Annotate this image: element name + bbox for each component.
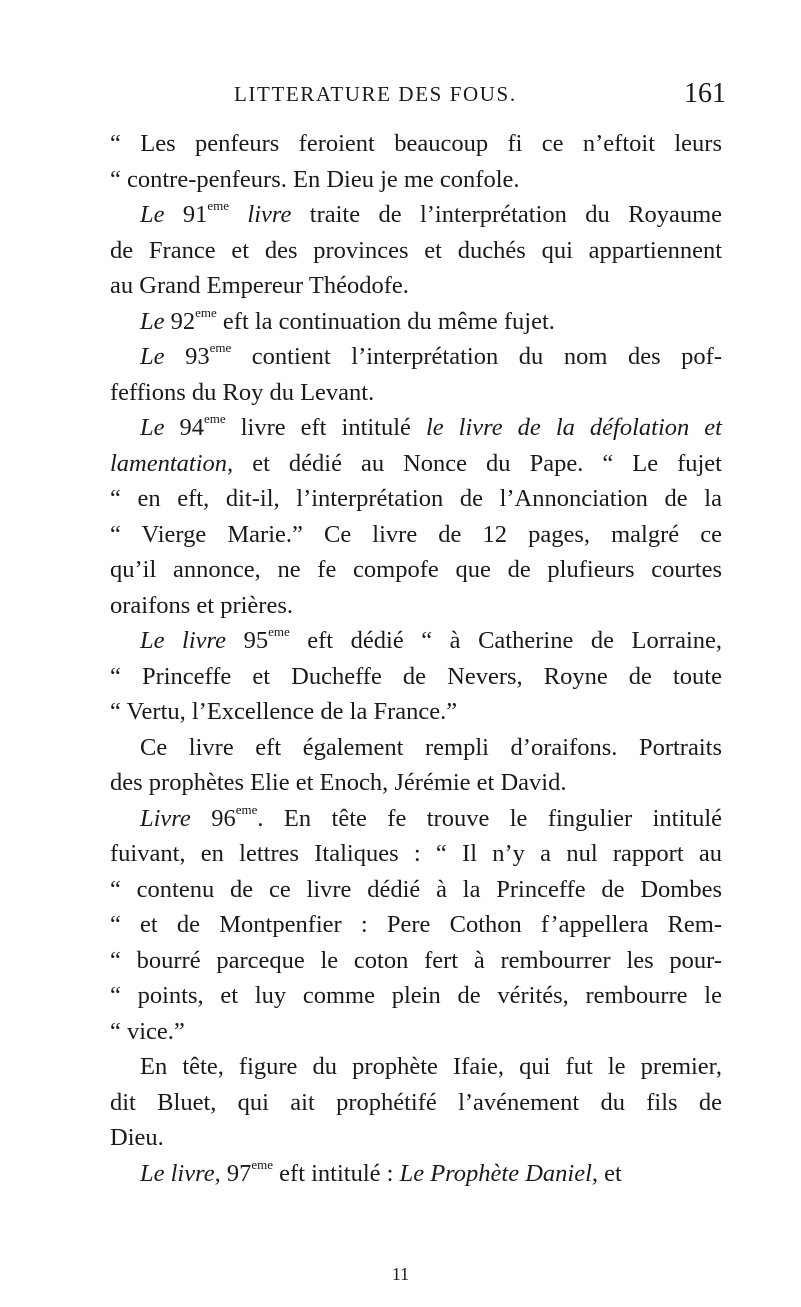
- text-line: [110, 872, 722, 908]
- text-line: [110, 552, 722, 588]
- plain-text: au Grand Empereur Théodofe.: [110, 272, 409, 299]
- book-number: 94: [179, 414, 205, 441]
- text-line: [110, 1156, 722, 1192]
- text-line: [110, 694, 722, 730]
- quote-mark: “: [110, 946, 121, 974]
- plain-text: fuivant, en lettres Italiques : “ Il n’y a nul rapport au: [110, 840, 722, 867]
- plain-text: eft la continuation du même fujet.: [216, 307, 555, 335]
- plain-text: Vierge Marie.” Ce livre de 12 pages, malgré ce: [120, 520, 722, 548]
- plain-text: contenu de ce livre dédié à la Princeffe de Dombes: [120, 875, 722, 903]
- plain-text: contient l’interprétation du nom des pof-: [231, 343, 722, 370]
- text-line: [110, 1120, 722, 1156]
- signature-mark: 11: [391, 1264, 410, 1284]
- plain-text: contre-penfeurs. En Dieu je me confole.: [120, 165, 520, 193]
- text-line: [110, 268, 722, 304]
- ordinal-suffix: eme: [251, 1156, 274, 1172]
- body-text: [110, 126, 722, 1191]
- ordinal-suffix: eme: [204, 411, 226, 426]
- quote-mark: “: [110, 485, 121, 512]
- plain-text: eft dédié “ à Catherine de Lorraine,: [289, 627, 722, 654]
- plain-text: En tête, figure du prophète Ifaie, qui fut le premier,: [140, 1053, 722, 1080]
- text-line: [110, 1085, 722, 1121]
- text-line: [110, 907, 722, 943]
- text-line: [110, 1049, 722, 1085]
- page-number: 161: [684, 78, 726, 109]
- ordinal-suffix: eme: [195, 304, 217, 320]
- text-line: [110, 375, 722, 411]
- plain-text: eft intitulé :: [273, 1159, 394, 1187]
- quote-mark: “: [110, 130, 121, 157]
- plain-text: dit Bluet, qui ait prophétifé l’avénement du fils de: [110, 1088, 722, 1116]
- plain-text: livre eft intitulé: [225, 414, 411, 441]
- text-line: [110, 162, 722, 198]
- plain-text: des prophètes Elie et Enoch, Jérémie et David.: [110, 769, 567, 796]
- text-line: [110, 517, 722, 553]
- italic-text: Le: [140, 343, 165, 370]
- text-line: [110, 730, 722, 766]
- page-header: [234, 78, 726, 114]
- book-number: 96: [211, 804, 236, 832]
- text-line: [110, 304, 722, 340]
- plain-text: feffions du Roy du Levant.: [110, 378, 375, 406]
- quote-mark: “: [110, 982, 121, 1009]
- book-number: 93: [185, 343, 210, 370]
- italic-text: Le: [140, 307, 165, 335]
- plain-text: et dédié au Nonce du Pape. “ Le fujet: [233, 449, 722, 477]
- text-line: [110, 943, 722, 979]
- plain-text: bourré parceque le coton fert à rembourrer les pour-: [120, 946, 722, 974]
- text-line: [110, 339, 722, 375]
- plain-text: traite de l’interprétation du Royaume: [291, 201, 723, 228]
- plain-text: Ce livre eft également rempli d’oraifons. Portraits: [140, 733, 722, 761]
- quote-mark: “: [110, 698, 121, 725]
- text-line: [110, 233, 722, 269]
- ordinal-suffix: eme: [235, 801, 258, 817]
- plain-text: de France et des provinces et duchés qui appartiennent: [110, 236, 722, 264]
- italic-text: Le livre: [140, 627, 227, 654]
- plain-text: . En tête fe trouve le fingulier intitulé: [257, 804, 722, 832]
- book-number: 95: [243, 627, 269, 654]
- italic-text: livre: [247, 201, 292, 228]
- text-line: [110, 801, 722, 837]
- text-line: [110, 197, 722, 233]
- plain-text: Les penfeurs feroient beaucoup fi ce n’eftoit leurs: [120, 130, 722, 157]
- text-line: [110, 126, 722, 162]
- text-line: [110, 978, 722, 1014]
- plain-text: vice.”: [120, 1017, 185, 1045]
- italic-text: Le: [140, 201, 165, 228]
- quote-mark: “: [110, 875, 121, 903]
- text-line: [110, 446, 722, 482]
- quote-mark: “: [110, 165, 121, 193]
- plain-text: oraifons et prières.: [110, 591, 293, 619]
- plain-text: Princeffe et Ducheffe de Nevers, Royne de toute: [120, 662, 722, 690]
- plain-text: Dieu.: [110, 1124, 164, 1151]
- plain-text: et: [598, 1159, 622, 1187]
- text-line: [110, 481, 722, 517]
- book-number: 92: [170, 307, 196, 335]
- quote-mark: “: [110, 911, 121, 938]
- text-line: [110, 765, 722, 801]
- italic-text: Le livre,: [140, 1159, 221, 1187]
- ordinal-suffix: eme: [207, 198, 230, 213]
- text-line: [110, 410, 722, 446]
- text-line: [110, 659, 722, 695]
- running-head: LITTERATURE DES FOUS.: [234, 82, 517, 106]
- plain-text: en eft, dit-il, l’interprétation de l’Annonciation de la: [120, 485, 722, 512]
- text-line: [110, 1014, 722, 1050]
- ordinal-suffix: eme: [209, 340, 232, 355]
- italic-text: le livre de la défolation et: [425, 414, 722, 441]
- text-line: [110, 588, 722, 624]
- plain-text: Vertu, l’Excellence de la France.”: [120, 698, 458, 725]
- italic-text: Le: [140, 414, 165, 441]
- italic-text: lamentation,: [110, 449, 234, 477]
- quote-mark: “: [110, 1017, 121, 1045]
- italic-text: Livre: [140, 804, 191, 832]
- text-line: [110, 623, 722, 659]
- plain-text: et de Montpenfier : Pere Cothon f’appellera Rem-: [120, 911, 722, 938]
- italic-text: Le Prophète Daniel,: [399, 1159, 599, 1187]
- quote-mark: “: [110, 520, 121, 548]
- quote-mark: “: [110, 662, 121, 690]
- ordinal-suffix: eme: [268, 624, 290, 639]
- plain-text: qu’il annonce, ne fe compofe que de plufieurs courtes: [110, 556, 722, 583]
- plain-text: points, et luy comme plein de vérités, rembourre le: [120, 982, 722, 1009]
- text-line: [110, 836, 722, 872]
- book-number: 91: [182, 201, 208, 228]
- book-number: 97: [226, 1159, 252, 1187]
